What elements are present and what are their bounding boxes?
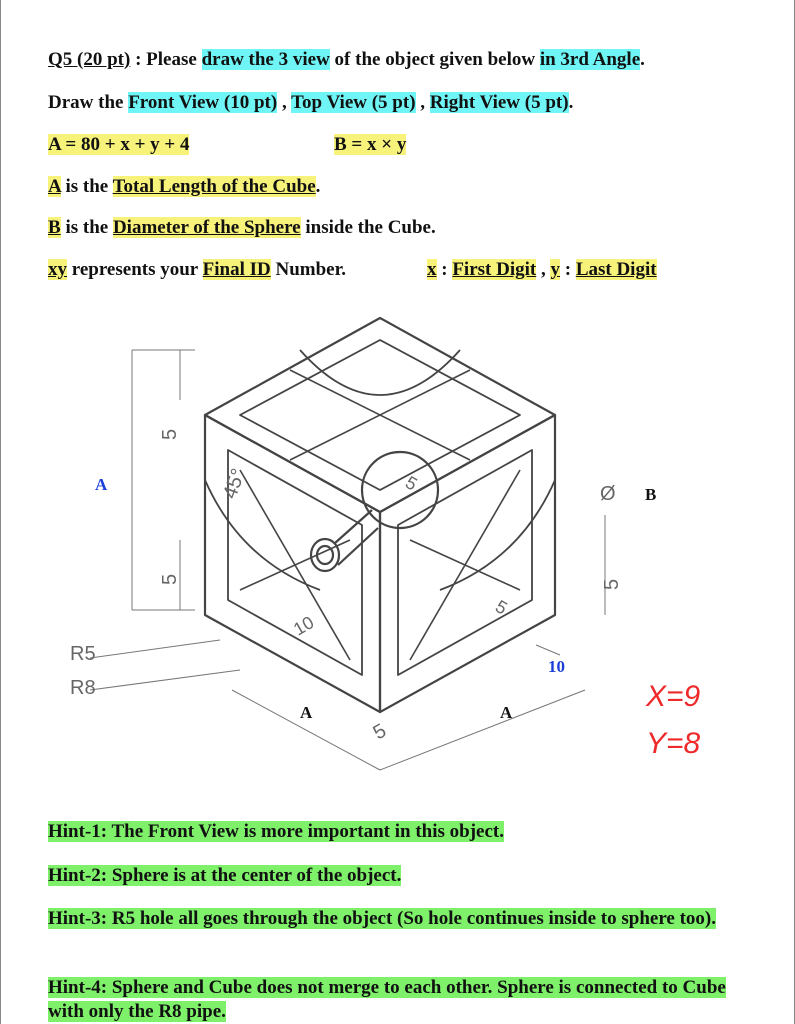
draw-3-view: draw the 3 view [201, 49, 330, 70]
a-mid: is the [60, 176, 113, 197]
comma-2: , [415, 92, 430, 113]
y-colon: : [559, 259, 576, 280]
third-angle: in 3rd Angle [539, 49, 641, 70]
b-end: inside the Cube. [300, 217, 436, 238]
a-var: A [48, 176, 61, 197]
hint-1 [48, 820, 504, 844]
dim-a-bottom-left: A [300, 703, 313, 722]
a-definition [48, 175, 320, 199]
draw-views-line [48, 91, 573, 115]
digit-sep: , [536, 259, 551, 280]
xy-var: xy [48, 259, 67, 280]
xy-number: Number. [270, 259, 347, 280]
dim-10-pipe: 10 [290, 612, 318, 640]
dim-r5: R5 [70, 643, 96, 665]
dim-45: 45° [219, 465, 251, 502]
total-length-term: Total Length of the Cube [112, 176, 316, 197]
a-end: . [315, 176, 321, 197]
hint-3 [48, 907, 718, 931]
hint-1-text: Hint-1: The Front View is more important in this object. [48, 821, 504, 842]
dim-a-left: A [95, 475, 108, 494]
draw-end: . [568, 92, 574, 113]
question-end: . [640, 49, 645, 70]
formula-b-line [334, 133, 406, 157]
question-label: Q5 (20 pt) [48, 49, 131, 70]
sphere [362, 452, 438, 528]
formula-b: B = x × y [334, 134, 407, 155]
diameter-term: Diameter of the Sphere [112, 217, 301, 238]
b-var: B [48, 217, 61, 238]
question-line [48, 48, 645, 72]
dim-5-right-face: 5 [492, 596, 511, 619]
digits-definition [427, 258, 657, 282]
y-var: y [550, 259, 560, 280]
dim-10-blue: 10 [548, 657, 565, 676]
x-colon: : [436, 259, 453, 280]
b-mid: is the [60, 217, 113, 238]
front-view-label: Front View (10 pt) [128, 92, 278, 113]
diameter-symbol: Ø [600, 483, 616, 505]
dim-5-sphere: 5 [402, 472, 421, 495]
question-sep: : Please [130, 49, 202, 70]
pipe-hole [317, 546, 333, 564]
xy-mid: represents your [67, 259, 203, 280]
hint-2 [48, 864, 401, 888]
hint-2-text: Hint-2: Sphere is at the center of the object. [48, 865, 402, 886]
page-left-edge [0, 0, 1, 1024]
x-var: x [427, 259, 437, 280]
answer-x: X=9 [646, 680, 701, 713]
hint-4 [48, 976, 748, 1024]
hint-4-text: Hint-4: Sphere and Cube does not merge to each other. Sphere is connected to Cube with only the R8 pipe. [48, 977, 726, 1022]
dim-b: B [645, 485, 657, 504]
top-view-label: Top View (5 pt) [291, 92, 416, 113]
dim-r8: R8 [70, 677, 96, 699]
right-view-label: Right View (5 pt) [429, 92, 569, 113]
hint-3-text: Hint-3: R5 hole all goes through the object (So hole continues inside to sphere too). [48, 908, 716, 929]
last-digit-term: Last Digit [575, 259, 657, 280]
dim-a-bottom-right: A [500, 703, 513, 722]
formula-a-line [48, 133, 189, 157]
final-id-term: Final ID [202, 259, 271, 280]
formula-a: A = 80 + x + y + 4 [48, 134, 190, 155]
dim-5-right: 5 [601, 578, 623, 590]
isometric-drawing [60, 300, 780, 800]
first-digit-term: First Digit [452, 259, 537, 280]
question-mid: of the object given below [329, 49, 540, 70]
b-definition [48, 216, 436, 240]
dim-5-left: 5 [159, 573, 181, 585]
dim-5-top: 5 [159, 428, 181, 440]
answer-y: Y=8 [646, 727, 701, 760]
xy-definition [48, 258, 346, 282]
comma-1: , [277, 92, 292, 113]
draw-prefix: Draw the [48, 92, 129, 113]
dim-5-bottom: 5 [369, 719, 391, 745]
